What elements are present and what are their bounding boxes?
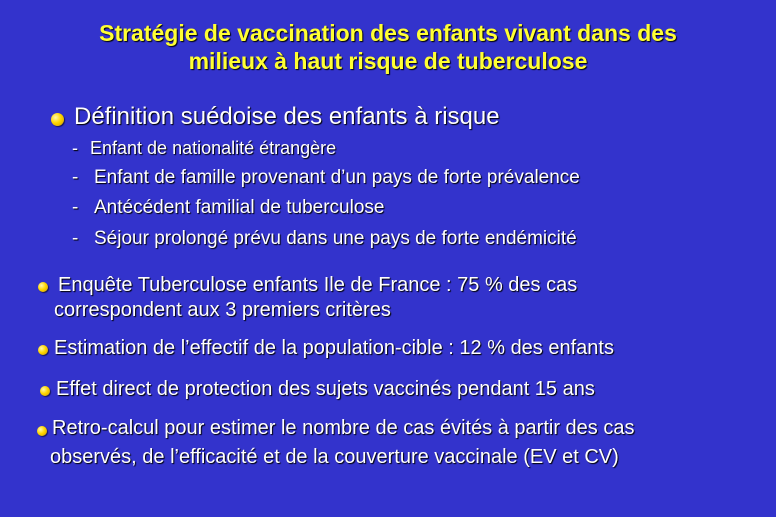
sub-point-1-text: Enfant de nationalité étrangère — [90, 138, 337, 158]
sub-point-1 — [72, 136, 336, 160]
dash-1: - — [72, 138, 78, 158]
point-4-line-2: observés, de l’efficacité et de la couverture vaccinale (EV et CV) — [50, 446, 619, 468]
sub-point-3-text: Antécédent familial de tuberculose — [94, 197, 385, 218]
point-4-line-1: Retro-calcul pour estimer le nombre de cas évités à partir des cas — [52, 417, 635, 439]
bullet-icon — [38, 282, 48, 292]
dash-4: - — [72, 228, 79, 249]
main-point: Définition suédoise des enfants à risque — [74, 103, 500, 130]
point-2: Estimation de l’effectif de la population-cible : 12 % des enfants — [54, 337, 614, 359]
point-3: Effet direct de protection des sujets vaccinés pendant 15 ans — [56, 378, 595, 400]
sub-point-2 — [72, 166, 580, 190]
sub-point-4 — [72, 227, 577, 251]
bullet-icon — [40, 386, 50, 396]
point-1-line-1: Enquête Tuberculose enfants Ile de France : 75 % des cas — [58, 274, 578, 296]
bullet-icon — [37, 426, 47, 436]
dash-2: - — [72, 167, 79, 188]
slide-title-line-1: Stratégie de vaccination des enfants vivant dans des — [99, 20, 677, 46]
sub-point-2-text: Enfant de famille provenant d’un pays de forte prévalence — [94, 167, 580, 188]
dash-3: - — [72, 197, 79, 218]
sub-point-4-text: Séjour prolongé prévu dans une pays de forte endémicité — [94, 228, 577, 249]
bullet-icon — [51, 113, 64, 126]
sub-point-3 — [72, 196, 384, 220]
point-1-line-2: correspondent aux 3 premiers critères — [54, 299, 391, 321]
slide-title-line-2: milieux à haut risque de tuberculose — [188, 48, 588, 74]
slide-title — [20, 19, 756, 75]
bullet-icon — [38, 345, 48, 355]
